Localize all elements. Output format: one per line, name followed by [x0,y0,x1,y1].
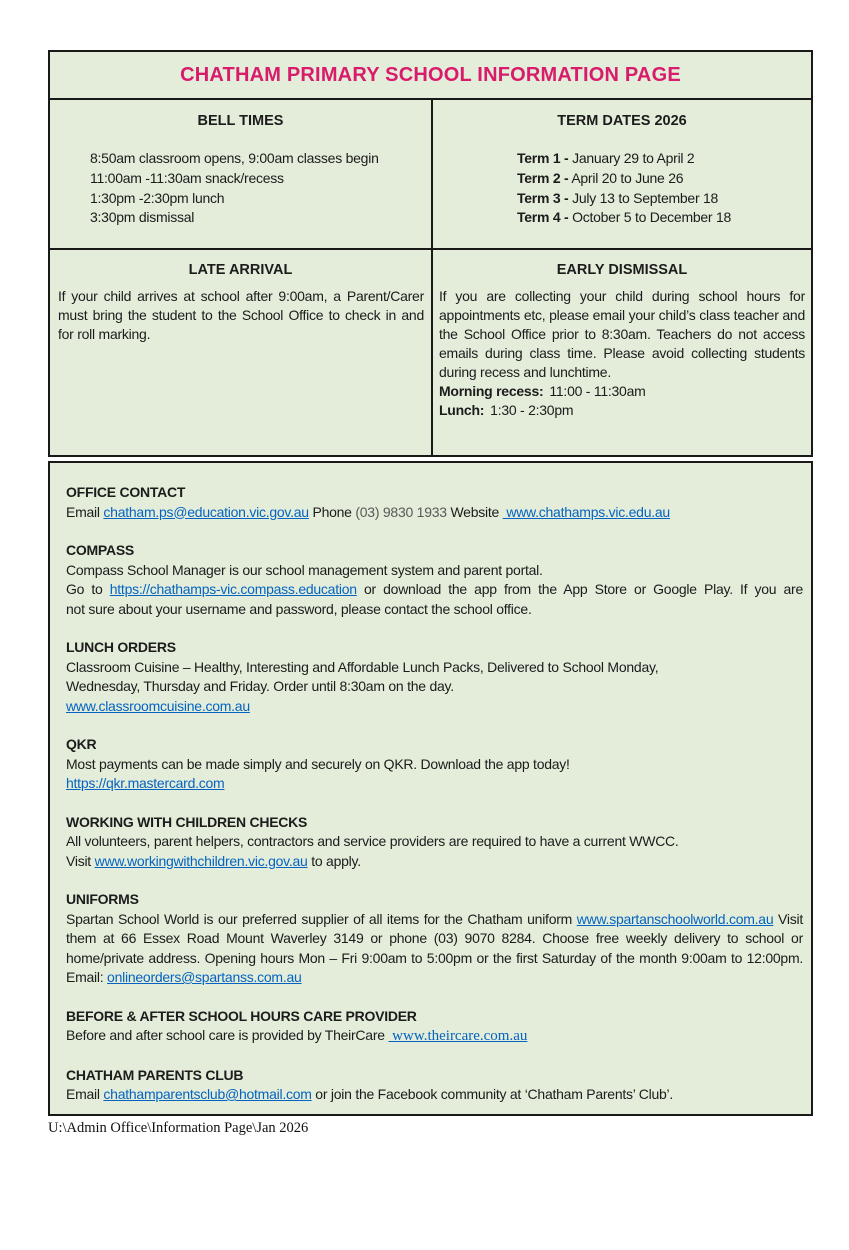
late-arrival-body: If your child arrives at school after 9:00am, a Parent/Carer must bring the student to the School Office to check in and for roll marking. [58,288,424,342]
office-contact-heading: OFFICE CONTACT [66,484,186,500]
term-label: Term 3 - [517,189,569,206]
parents-club-heading: CHATHAM PARENTS CLUB [66,1066,244,1083]
qkr-section [66,735,803,794]
care-provider-prefix: Before and after school care is provided by TheirCare [66,1027,389,1043]
bell-times-line: 3:30pm dismissal [90,209,195,226]
arrival-dismissal-row [50,250,811,455]
bell-times-line: 11:00am -11:30am snack/recess [90,169,284,186]
compass-line2 [66,580,803,600]
early-dismissal-cell [433,250,811,455]
term-row [517,208,811,228]
visit-prefix: Visit [66,852,91,869]
care-provider-line [66,1026,803,1047]
term-label: Term 4 - [517,209,569,226]
parents-club-suffix: or join the Facebook community at ‘Chatham Parents’ Club’. [311,1086,674,1102]
lunch-orders-heading: LUNCH ORDERS [66,639,176,655]
email-prefix: Email [66,503,100,520]
phone-number: (03) 9830 1933 [355,503,447,520]
school-website-link[interactable]: www.chathamps.vic.edu.au [502,503,670,520]
parents-club-section [66,1066,803,1105]
lunch-orders-line1: Classroom Cuisine – Healthy, Interesting and Affordable Lunch Packs, Delivered to School Monday, [66,658,659,675]
term-label: Term 1 - [517,150,569,166]
wwcc-heading: WORKING WITH CHILDREN CHECKS [66,813,308,830]
office-email-link[interactable]: chatham.ps@education.vic.gov.au [103,503,309,520]
lunch-label: Lunch: [439,402,485,418]
qkr-line1: Most payments can be made simply and securely on QKR. Download the app today! [66,755,570,772]
wwcc-suffix: to apply. [307,852,361,869]
term-dates-text: April 20 to June 26 [571,169,684,186]
website-label: Website [450,503,500,520]
care-provider-section [66,1007,803,1047]
compass-line2-suffix: or download the app from the App Store or Google Play. If you are [356,581,803,597]
lunch-orders-line2: Wednesday, Thursday and Friday. Order until 8:30am on the day. [66,678,454,694]
compass-heading: COMPASS [66,542,134,558]
bell-times-line: 8:50am classroom opens, 9:00am classes begin [90,150,379,166]
uniforms-part1: Spartan School World is our preferred supplier of all items for the Chatham uniform [66,910,577,927]
morning-recess-label: Morning recess: [439,383,544,399]
lunch-orders-section [66,638,803,716]
uniforms-heading: UNIFORMS [66,891,139,907]
qkr-link[interactable]: https://qkr.mastercard.com [66,775,225,791]
term-dates-text: July 13 to September 18 [572,189,719,206]
lunch-line [433,401,811,420]
early-dismissal-heading: EARLY DISMISSAL [556,262,688,278]
care-provider-heading: BEFORE & AFTER SCHOOL HOURS CARE PROVIDER [66,1007,417,1024]
lunch-time: 1:30 - 2:30pm [490,402,574,418]
bell-times-cell [50,100,433,248]
bell-times-line: 1:30pm -2:30pm lunch [90,189,225,206]
wwcc-section [66,813,803,872]
term-label: Term 2 - [517,169,569,186]
classroom-cuisine-link[interactable]: www.classroomcuisine.com.au [66,697,250,714]
content-box [48,461,813,1116]
term-dates-text: January 29 to April 2 [572,150,695,166]
term-row [517,149,811,169]
late-arrival-heading: LATE ARRIVAL [188,262,293,278]
wwcc-link[interactable]: www.workingwithchildren.vic.gov.au [94,852,308,869]
compass-line3: not sure about your username and password, please contact the school office. [66,600,532,617]
compass-line1: Compass School Manager is our school management system and parent portal. [66,561,543,578]
page-title: CHATHAM PRIMARY SCHOOL INFORMATION PAGE [180,63,681,86]
document-sheet [48,50,813,1137]
spartan-website-link[interactable]: www.spartanschoolworld.com.au [576,910,774,927]
bell-times-list [50,149,431,228]
term-dates-text: October 5 to December 18 [572,209,732,226]
term-dates-cell [433,100,811,248]
term-dates-heading: TERM DATES 2026 [557,113,687,129]
times-terms-row [50,100,811,250]
parents-club-email-prefix: Email [66,1086,100,1102]
uniforms-part2: Visit them at 66 Essex Road Mount Waverley 3149 or phone (03) 9070 8284. Choose free weekly delivery to school or home/private address. Opening hours Mon – Fri 9:00am to 5:00pm or the first Saturday of the month 9:00am to 12:00pm. Email: [66,910,803,985]
qkr-link-line [66,774,803,794]
morning-recess-time: 11:00 - 11:30am [549,383,646,399]
term-row [517,189,811,209]
office-contact-line [66,503,803,523]
footer-file-path: U:\Admin Office\Information Page\Jan 2026 [48,1119,309,1136]
morning-recess-line [433,382,811,401]
qkr-heading: QKR [66,736,97,752]
office-contact-section [66,483,803,522]
wwcc-line1: All volunteers, parent helpers, contractors and service providers are required to have a current WWCC. [66,833,679,849]
term-dates-list [433,149,811,228]
info-table [48,50,813,457]
early-dismissal-body: If you are collecting your child during school hours for appointments etc, please email your child’s class teacher and the School Office prior to 8:30am. Teachers do not access emails during class time. Please avoid collecting students during recess and lunchtime. [439,288,805,380]
parents-club-email-link[interactable]: chathamparentsclub@hotmail.com [103,1086,312,1102]
theircare-link[interactable]: www.theircare.com.au [388,1028,528,1044]
term-row [517,169,811,189]
goto-prefix: Go to [66,581,103,597]
phone-label: Phone [312,503,352,520]
bell-times-heading: BELL TIMES [197,113,284,129]
compass-section [66,541,803,619]
uniforms-paragraph [66,910,803,988]
parents-club-line [66,1085,803,1105]
lunch-orders-link-line [66,697,803,717]
uniforms-section [66,890,803,988]
title-row [50,52,811,100]
compass-portal-link[interactable]: https://chathamps-vic.compass.education [109,581,357,597]
spartan-email-link[interactable]: onlineorders@spartanss.com.au [107,969,302,985]
wwcc-line2 [66,852,803,872]
late-arrival-cell [50,250,433,455]
